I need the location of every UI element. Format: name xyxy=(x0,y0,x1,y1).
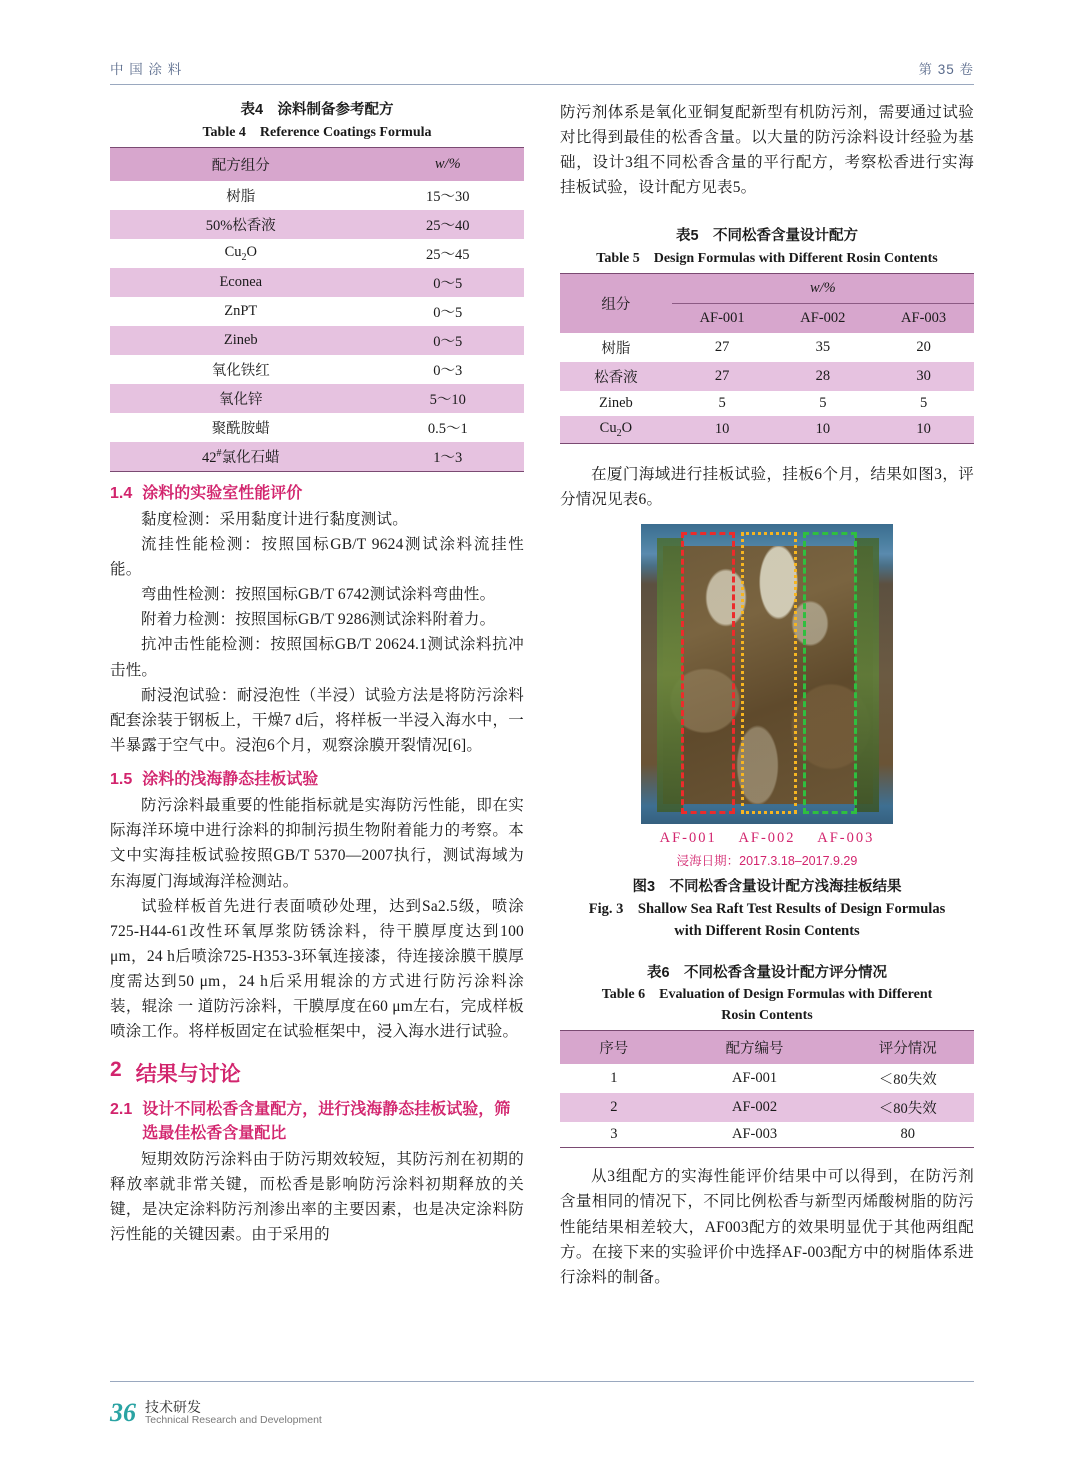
para-right-top: 防污剂体系是氧化亚铜复配新型有机防污剂，需要通过试验对比得到最佳的松香含量。以大量的防污涂料设计经验为基础，设计3组不同松香含量的平行配方，考察松香进行实海挂板试验，设计配方见表5。 xyxy=(560,104,974,197)
table5-col-af001: AF-001 xyxy=(672,304,773,334)
table4 xyxy=(110,148,524,471)
table5-caption xyxy=(560,226,974,269)
para-mid: 在厦门海域进行挂板试验，挂板6个月，结果如图3，评分情况见表6。 xyxy=(560,466,974,509)
right-column xyxy=(560,100,974,1290)
page-footer xyxy=(110,1398,322,1428)
table4-cell: 5～10 xyxy=(372,384,524,413)
figure-3-date: 浸海日期：2017.3.18–2017.9.29 xyxy=(676,854,858,869)
table5-header-row-1 xyxy=(560,274,974,304)
table4-cell: ZnPT xyxy=(110,297,372,326)
para-right-bottom: 从3组配方的实海性能评价结果中可以得到，在防污剂含量相同的情况下，不同比例松香与新型丙烯酸树脂的防污性能结果相差较大，AF003配方的效果明显优于其他两组配方。在接下来的实验评价中选择AF-003配方中的树脂体系进行涂料的制备。 xyxy=(560,1168,974,1286)
table6-cell: 2 xyxy=(560,1093,668,1122)
table5-cell: 27 xyxy=(672,333,773,362)
table6-cell: ＜80失效 xyxy=(842,1093,975,1122)
heading-2-title: 结果与讨论 xyxy=(135,1063,241,1087)
table4-cell: 15～30 xyxy=(372,181,524,210)
figure-label-af-003: AF-003 xyxy=(817,830,875,847)
table4-cell: 1～3 xyxy=(372,442,524,471)
heading-1-5-number: 1.5 xyxy=(110,771,133,789)
table4-cell: 0～5 xyxy=(372,326,524,355)
annotation-box-af-002 xyxy=(741,532,797,814)
table4-cell: 聚酰胺蜡 xyxy=(110,413,372,442)
table4-cell: 0～5 xyxy=(372,297,524,326)
table5-caption-cn: 表5 不同松香含量设计配方 xyxy=(675,228,859,245)
heading-1-4-title: 涂料的实验室性能评价 xyxy=(142,484,303,502)
table5-cell: Zineb xyxy=(560,391,672,416)
header-volume: 第 35 卷 xyxy=(918,62,974,77)
table4-caption-en: Table 4 Reference Coatings Formula xyxy=(202,124,432,140)
footer-divider xyxy=(110,1381,974,1382)
table6-cell: 3 xyxy=(560,1122,668,1147)
table-row xyxy=(110,268,524,297)
table6-caption-cn: 表6 不同松香含量设计配方评分情况 xyxy=(646,964,888,981)
page-number: 36 xyxy=(110,1398,136,1427)
figure-label-af-001: AF-001 xyxy=(659,830,717,847)
figure-3-labels xyxy=(560,830,974,847)
para-1-4-3: 弯曲性检测：按照国标GB/T 6742测试涂料弯曲性。 xyxy=(141,586,496,604)
table6-caption-en-1: Table 6 Evaluation of Design Formulas with Different xyxy=(601,987,933,1003)
table5-header-group: 组分 xyxy=(560,274,672,333)
table6-cell: AF-003 xyxy=(668,1122,842,1147)
two-column-body xyxy=(110,100,974,1290)
page-header xyxy=(110,58,974,78)
table6-header-row xyxy=(560,1031,974,1064)
table5-cell: 28 xyxy=(773,362,874,391)
para-1-4-1: 黏度检测：采用黏度计进行黏度测试。 xyxy=(141,510,408,528)
table5-cell: 20 xyxy=(873,333,974,362)
footer-section-name xyxy=(145,1400,322,1427)
table4-cell: Econea xyxy=(110,268,372,297)
para-1-5-1: 防污涂料最重要的性能指标就是实海防污性能，即在实际海洋环境中进行涂料的抑制污损生物附着能力的考察。本文中实海挂板试验按照GB/T 5370—2007执行，测试海域为东海厦门海域海洋检测站。 xyxy=(110,797,524,890)
table-row xyxy=(110,384,524,413)
annotation-box-af-003 xyxy=(803,532,857,814)
heading-2-number: 2 xyxy=(110,1058,122,1082)
table6-cell: 80 xyxy=(842,1122,975,1147)
para-1-4-5: 抗冲击性能检测：按照国标GB/T 20624.1测试涂料抗冲击性。 xyxy=(110,636,524,679)
table4-header-row xyxy=(110,148,524,181)
header-journal-name: 中 国 涂 料 xyxy=(110,62,183,77)
heading-1-4 xyxy=(110,482,524,505)
table5-col-af002: AF-002 xyxy=(773,304,874,334)
table-row xyxy=(110,181,524,210)
table4-cell: 0.5～1 xyxy=(372,413,524,442)
table6-header-formula: 配方编号 xyxy=(668,1031,842,1064)
figure-3-caption-cn: 图3 不同松香含量设计配方浅海挂板结果 xyxy=(632,879,902,896)
table5-wrap xyxy=(560,273,974,444)
table4-cell: 50%松香液 xyxy=(110,210,372,239)
table4-header-wpercent: w/% xyxy=(372,148,524,181)
table-row xyxy=(560,362,974,391)
panel-right-fouling xyxy=(855,538,879,812)
table4-cell: 25～45 xyxy=(372,239,524,268)
figure-3 xyxy=(560,524,974,942)
footer-section-en: Technical Research and Development xyxy=(145,1413,322,1426)
table4-header-component: 配方组分 xyxy=(110,148,372,181)
table4-cell-cu2o: $Cu_2O$ xyxy=(110,239,372,268)
table-row xyxy=(110,297,524,326)
table5-cell: 10 xyxy=(873,416,974,443)
table4-cell: 0～5 xyxy=(372,268,524,297)
table6-cell: 1 xyxy=(560,1064,668,1093)
table-row xyxy=(110,210,524,239)
heading-2 xyxy=(110,1058,524,1088)
header-divider xyxy=(110,84,974,85)
table5-caption-en: Table 5 Design Formulas with Different Rosin Contents xyxy=(596,251,938,267)
table4-cell: 0～3 xyxy=(372,355,524,384)
table5-cell: 5 xyxy=(873,391,974,416)
raft-test-photo xyxy=(641,524,893,824)
table4-cell: 氧化锌 xyxy=(110,384,372,413)
table5-cell: 松香液 xyxy=(560,362,672,391)
left-column xyxy=(110,100,524,1290)
table5-cell: 35 xyxy=(773,333,874,362)
table6-cell: ＜80失效 xyxy=(842,1064,975,1093)
table5-cell: 27 xyxy=(672,362,773,391)
table6-cell: AF-001 xyxy=(668,1064,842,1093)
table-row xyxy=(110,413,524,442)
figure-3-caption-en-2: with Different Rosin Contents xyxy=(674,922,860,939)
table6-caption-en-2: Rosin Contents xyxy=(721,1008,813,1024)
table5-cell-cu2o: $Cu_2O$ xyxy=(560,416,672,443)
table4-cell: Zineb xyxy=(110,326,372,355)
table4-cell: 氧化铁红 xyxy=(110,355,372,384)
table4-cell: 树脂 xyxy=(110,181,372,210)
table5-cell: 10 xyxy=(672,416,773,443)
footer-section-cn: 技术研发 xyxy=(145,1398,201,1415)
heading-2-1-title: 设计不同松香含量配方，进行浅海静态挂板试验，筛选最佳松香含量配比 xyxy=(142,1101,511,1142)
table5-header-wpercent: w/% xyxy=(672,274,974,304)
table-row xyxy=(110,442,524,471)
table-row xyxy=(560,1093,974,1122)
table-row xyxy=(560,1064,974,1093)
heading-2-1 xyxy=(110,1098,524,1144)
table5-cell: 5 xyxy=(672,391,773,416)
para-1-4-4: 附着力检测：按照国标GB/T 9286测试涂料附着力。 xyxy=(141,611,496,629)
panel-left-fouling xyxy=(657,538,683,812)
table6-cell: AF-002 xyxy=(668,1093,842,1122)
heading-1-5-title: 涂料的浅海静态挂板试验 xyxy=(142,771,319,789)
figure-label-af-002: AF-002 xyxy=(738,830,796,847)
table5 xyxy=(560,274,974,443)
table5-col-af003: AF-003 xyxy=(873,304,974,334)
table4-caption xyxy=(110,100,524,143)
table6 xyxy=(560,1031,974,1147)
para-1-4-2: 流挂性能检测：按照国标GB/T 9624测试涂料流挂性能。 xyxy=(110,536,524,579)
annotation-box-af-001 xyxy=(681,532,735,814)
table-row xyxy=(110,239,524,268)
table6-header-index: 序号 xyxy=(560,1031,668,1064)
table4-wrap xyxy=(110,147,524,472)
table-row xyxy=(560,391,974,416)
para-1-5-2: 试验样板首先进行表面喷砂处理，达到Sa2.5级，喷涂725-H44-61改性环氧厚浆防锈涂料，待干膜厚度达到100 μm，24 h后喷涂725-H353-3环氧连接漆，待连接涂膜干膜厚度需达到50 μm，24 h后采用辊涂的方式进行防污涂料涂装，辊涂 一 道防污涂料，干膜厚度在60 μm左右，完成样板喷涂工作。将样板固定在试验框架中，浸入海水进行试验。 xyxy=(110,897,524,1041)
figure-3-caption xyxy=(560,877,974,942)
figure-3-caption-en-1: Fig. 3 Shallow Sea Raft Test Results of Design Formulas xyxy=(588,901,946,918)
table5-cell: 树脂 xyxy=(560,333,672,362)
table6-wrap xyxy=(560,1030,974,1148)
table4-caption-cn: 表4 涂料制备参考配方 xyxy=(240,102,394,118)
table5-cell: 5 xyxy=(773,391,874,416)
table-row xyxy=(560,1122,974,1147)
para-1-4-6: 耐浸泡试验：耐浸泡性（半浸）试验方法是将防污涂料配套涂装于钢板上，干燥7 d后，将样板一半浸入海水中，一半暴露于空气中。浸泡6个月，观察涂膜开裂情况[6]。 xyxy=(110,686,524,754)
heading-2-1-number: 2.1 xyxy=(110,1101,133,1119)
table4-cell-chloroparaffin: 42#氯化石蜡 xyxy=(110,442,372,471)
heading-1-4-number: 1.4 xyxy=(110,484,133,502)
table6-caption xyxy=(560,963,974,1027)
heading-1-5 xyxy=(110,768,524,791)
table5-cell: 10 xyxy=(773,416,874,443)
table-row xyxy=(110,326,524,355)
para-2-1-1: 短期效防污涂料由于防污期效较短，其防污剂在初期的释放率就非常关键，而松香是影响防污涂料初期释放的关键，是决定涂料防污剂渗出率的主要因素，也是决定涂料防污性能的关键因素。由于采用的 xyxy=(110,1150,524,1244)
table-row xyxy=(110,355,524,384)
table5-cell: 30 xyxy=(873,362,974,391)
table-row xyxy=(560,416,974,443)
table-row xyxy=(560,333,974,362)
table6-header-score: 评分情况 xyxy=(842,1031,975,1064)
table4-cell: 25～40 xyxy=(372,210,524,239)
